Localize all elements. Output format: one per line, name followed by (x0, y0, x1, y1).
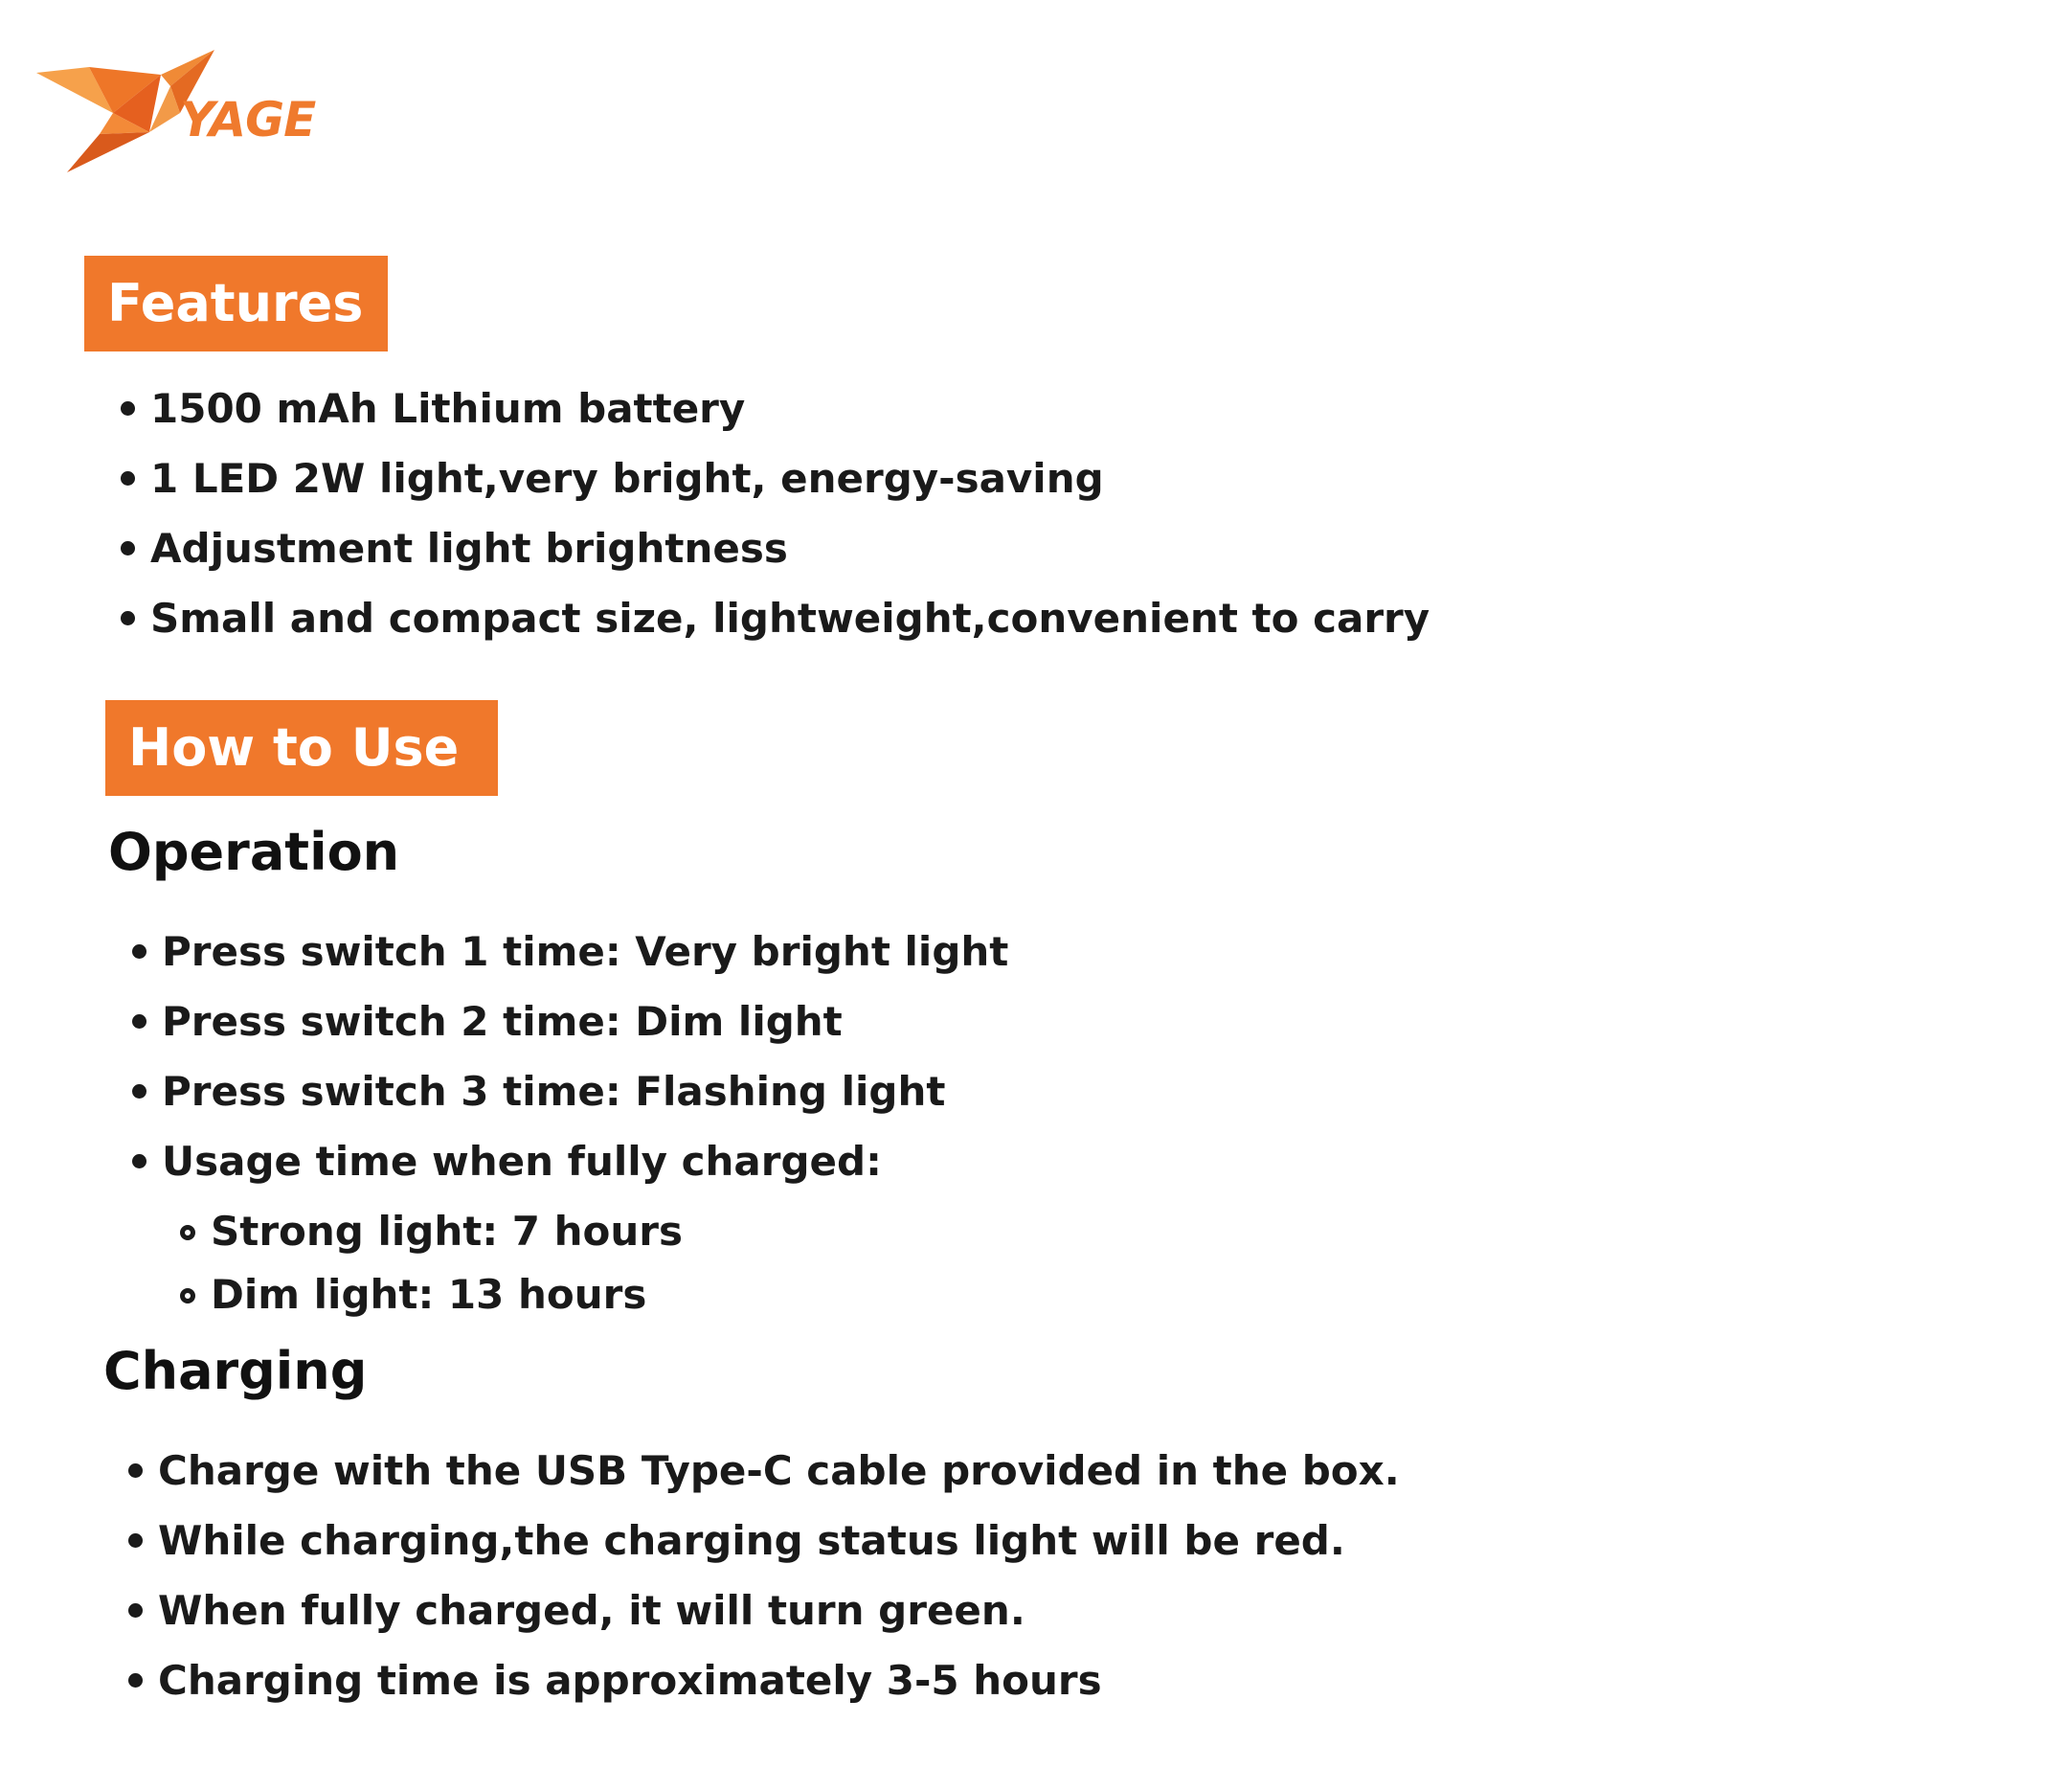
usage-time-sublist (180, 1200, 683, 1326)
bullet-dot-icon (121, 471, 135, 486)
bullet-dot-icon (121, 541, 135, 555)
list-item: Adjustment light brightness (121, 513, 1430, 583)
list-item: Strong light: 7 hours (180, 1200, 683, 1263)
operation-list (132, 917, 1008, 1196)
features-list (121, 374, 1430, 653)
list-item: When fully charged, it will turn green. (128, 1575, 1400, 1645)
bullet-dot-icon (132, 1014, 146, 1029)
list-item: Usage time when fully charged: (132, 1126, 1008, 1196)
bullet-dot-icon (128, 1603, 143, 1618)
list-item: Dim light: 13 hours (180, 1263, 683, 1326)
bullet-dot-icon (132, 1084, 146, 1099)
list-item: 1 LED 2W light,very bright, energy-saving (121, 443, 1430, 513)
bullet-dot-icon (132, 1154, 146, 1168)
features-heading: Features (84, 256, 388, 351)
list-item: Small and compact size, lightweight,convenient to carry (121, 583, 1430, 653)
list-item: While charging,the charging status light will be red. (128, 1506, 1400, 1575)
bullet-dot-icon (128, 1673, 143, 1688)
bullet-dot-icon (121, 401, 135, 416)
list-item: 1500 mAh Lithium battery (121, 374, 1430, 443)
brand-name: YAGE (180, 92, 316, 147)
bullet-dot-icon (121, 611, 135, 625)
bullet-ring-icon (180, 1288, 195, 1303)
list-item: Charge with the USB Type-C cable provided in the box. (128, 1436, 1400, 1506)
list-item: Press switch 3 time: Flashing light (132, 1056, 1008, 1126)
how-to-use-heading: How to Use (105, 700, 498, 796)
bullet-dot-icon (128, 1533, 143, 1548)
operation-title: Operation (108, 822, 400, 882)
list-item: Charging time is approximately 3-5 hours (128, 1645, 1400, 1715)
list-item: Press switch 2 time: Dim light (132, 986, 1008, 1056)
charging-list (128, 1436, 1400, 1715)
bullet-dot-icon (132, 944, 146, 959)
list-item: Press switch 1 time: Very bright light (132, 917, 1008, 986)
bullet-ring-icon (180, 1225, 195, 1240)
brand-logo (36, 46, 324, 176)
bullet-dot-icon (128, 1463, 143, 1478)
charging-title: Charging (103, 1341, 368, 1401)
